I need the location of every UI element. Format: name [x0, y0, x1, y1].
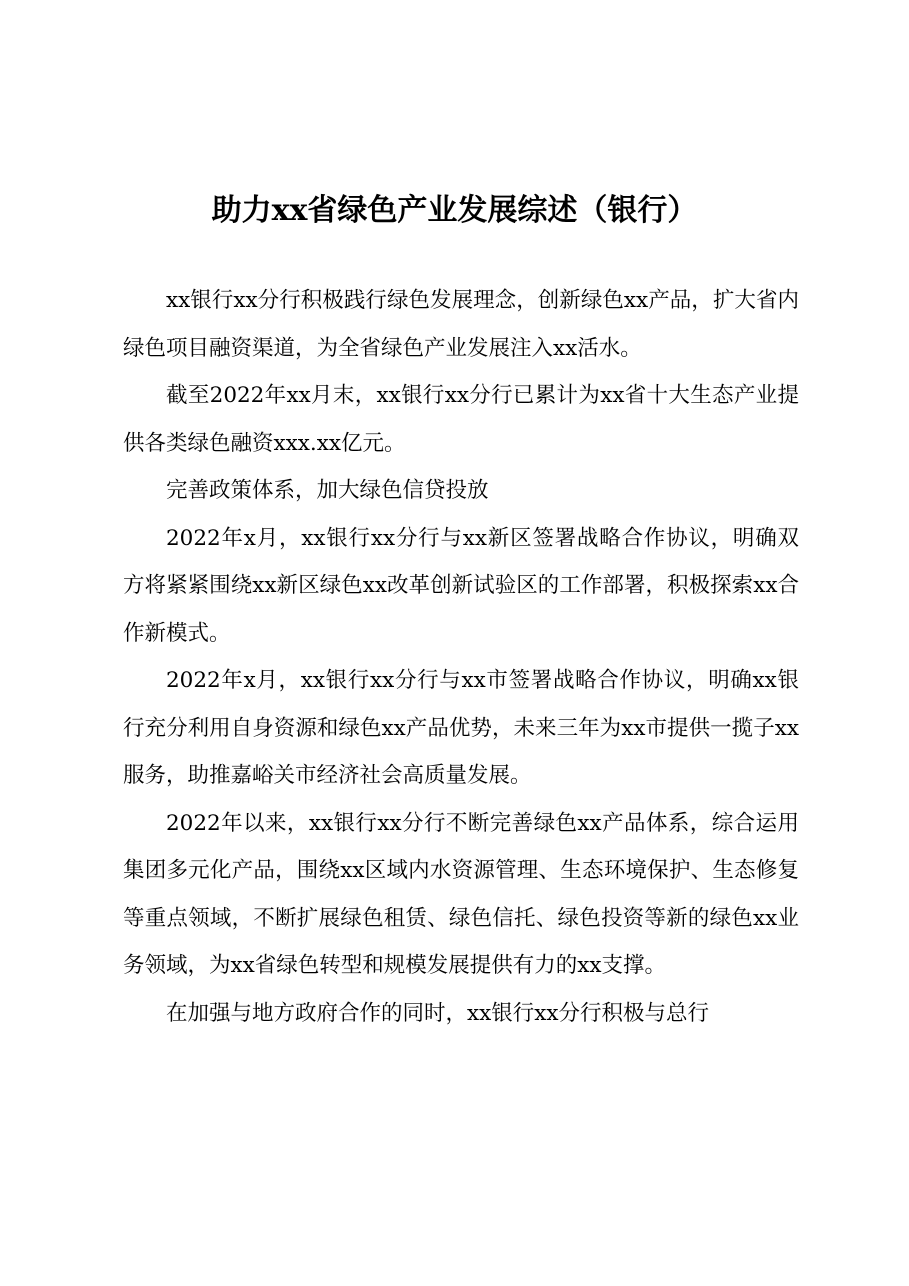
paragraph-product-system: 2022年以来，xx银行xx分行不断完善绿色xx产品体系，综合运用集团多元化产品，围绕xx区域内水资源管理、生态环境保护、生态修复等重点领域，不断扩展绿色租赁、绿色信托、绿色投资等新的绿色xx业务领域，为xx省绿色转型和规模发展提供有力的xx支撑。 — [123, 810, 799, 978]
section-heading-policy: 完善政策体系，加大绿色信贷投放 — [166, 478, 489, 503]
document-body — [123, 277, 799, 1037]
paragraph-new-district-agreement: 2022年x月，xx银行xx分行与xx新区签署战略合作协议，明确双方将紧紧围绕xx新区绿色xx改革创新试验区的工作部署，积极探索xx合作新模式。 — [123, 525, 799, 646]
paragraph-financing-total: 截至2022年xx月末，xx银行xx分行已累计为xx省十大生态产业提供各类绿色融资xxx.xx亿元。 — [123, 383, 799, 456]
document-title: 助力xx省绿色产业发展综述（银行） — [211, 193, 698, 228]
paragraph-intro: xx银行xx分行积极践行绿色发展理念，创新绿色xx产品，扩大省内绿色项目融资渠道，为全省绿色产业发展注入xx活水。 — [123, 288, 799, 361]
paragraph-head-office-cooperation: 在加强与地方政府合作的同时，xx银行xx分行积极与总行 — [166, 1000, 710, 1026]
paragraph-city-agreement: 2022年x月，xx银行xx分行与xx市签署战略合作协议，明确xx银行充分利用自身资源和绿色xx产品优势，未来三年为xx市提供一揽子xx服务，助推嘉峪关市经济社会高质量发展。 — [123, 668, 799, 788]
